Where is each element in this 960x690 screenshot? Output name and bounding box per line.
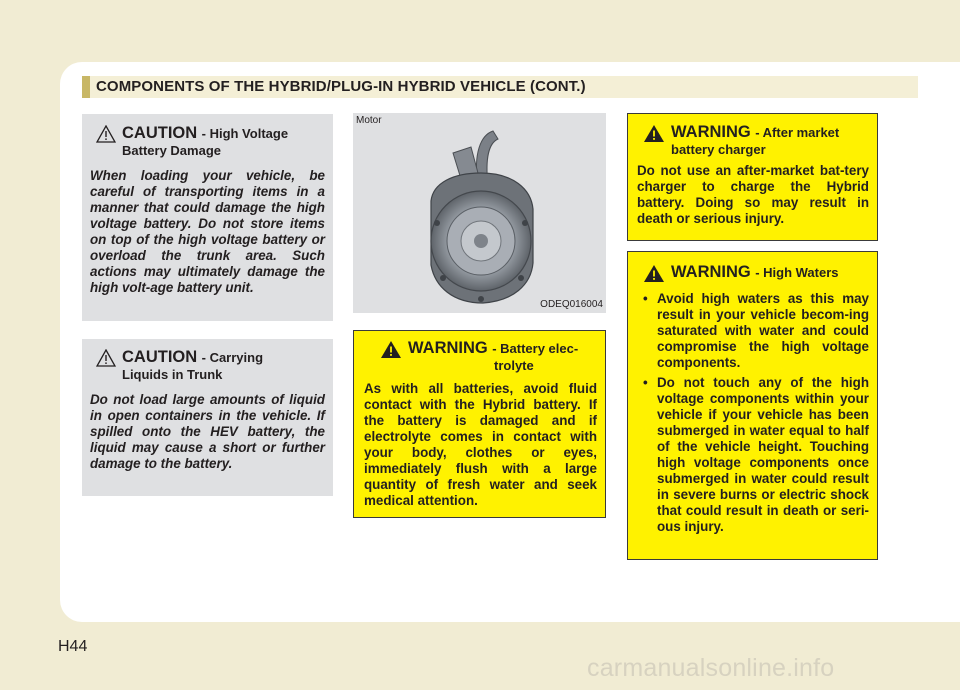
motor-illustration <box>353 113 606 313</box>
warning-subtitle: - High Waters <box>755 265 839 280</box>
caution-box-carrying-liquids <box>82 339 333 496</box>
warning-subtitle-line2: trolyte <box>494 358 534 373</box>
warning-label: WARNING <box>671 123 751 141</box>
caution-body-text: Do not load large amounts of liquid in open containers in the vehicle. If spilled onto the HEV battery, the liquid may cause a short or further damage to the battery. <box>90 392 325 471</box>
bullet-icon: • <box>643 291 648 306</box>
section-title: COMPONENTS OF THE HYBRID/PLUG-IN HYBRID VEHICLE (CONT.) <box>96 78 586 95</box>
bullet-icon: • <box>643 375 648 390</box>
caution-subtitle: - Carrying <box>201 350 264 365</box>
warning-subtitle: - Battery elec- <box>492 341 579 356</box>
warning-triangle-icon <box>380 340 402 359</box>
list-item-text: Do not touch any of the high voltage components within your vehicle if your vehicle has been submerged in water equal to half of the vehicle height. Touching high voltage components once submerged in water could result in severe burns or electric shock that could result in death or seri-ous injury. <box>657 375 869 534</box>
warning-triangle-icon <box>643 124 665 143</box>
warning-box-high-waters <box>627 251 878 560</box>
warning-subtitle-line2: battery charger <box>671 142 766 157</box>
page-number: H44 <box>58 638 88 655</box>
warning-bullet-list <box>637 291 869 535</box>
warning-label: WARNING <box>671 263 751 281</box>
warning-body-text: Do not use an after-market bat-tery charger to charge the Hybrid battery. Doing so may result in death or serious injury. <box>637 163 869 226</box>
caution-subtitle: - High Voltage <box>201 126 289 141</box>
caution-label: CAUTION <box>122 348 198 366</box>
caution-triangle-icon <box>96 349 116 367</box>
caution-body-text: When loading your vehicle, be careful of transporting items in a manner that could damage the high voltage battery. Do not store items on top of the high voltage battery or overload the trunk area. Such actions may ultimately damage the high volt-age battery unit. <box>90 168 325 295</box>
list-item <box>637 375 869 535</box>
warning-triangle-icon <box>643 264 665 283</box>
warning-label: WARNING <box>408 339 488 357</box>
warning-box-battery-electrolyte <box>353 330 606 518</box>
warning-body-text: As with all batteries, avoid fluid contact with the Hybrid battery. If the battery is damaged and if electrolyte comes in contact with your body, clothes or eyes, immediately flush with a large quantity of fresh water and seek medical attention. <box>364 381 597 508</box>
motor-figure <box>353 113 606 313</box>
caution-triangle-icon <box>96 125 116 143</box>
figure-label: Motor <box>356 115 382 126</box>
figure-code: ODEQ016004 <box>540 299 603 310</box>
watermark-text: carmanualsonline.info <box>587 654 835 682</box>
warning-box-aftermarket-charger <box>627 113 878 241</box>
caution-label: CAUTION <box>122 124 198 142</box>
caution-subtitle-line2: Liquids in Trunk <box>122 367 223 382</box>
caution-box-battery-damage <box>82 114 333 321</box>
section-header-accent <box>82 76 90 98</box>
caution-subtitle-line2: Battery Damage <box>122 143 221 158</box>
warning-subtitle: - After market <box>755 125 840 140</box>
list-item-text: Avoid high waters as this may result in your vehicle becom-ing saturated with water and could compromise the high voltage components. <box>657 291 869 370</box>
list-item <box>637 291 869 371</box>
